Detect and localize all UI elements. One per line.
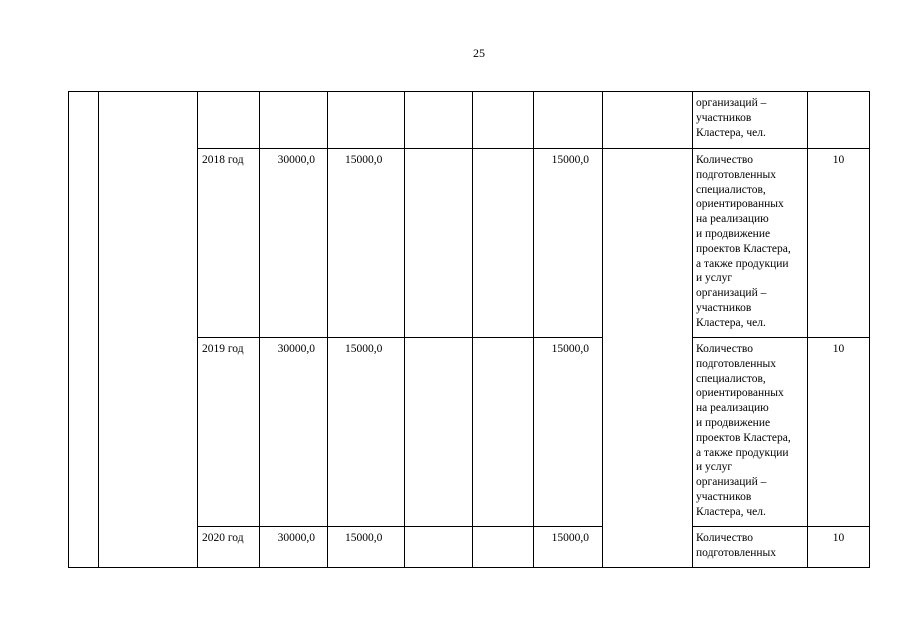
indicator-line: и услуг — [696, 272, 733, 285]
cell-total: 30000,0 — [260, 527, 328, 568]
cell-indicator — [693, 92, 808, 149]
indicator-line: ориентированных — [696, 387, 784, 400]
cell-col5: 15000,0 — [534, 527, 603, 568]
indicator-line: проектов Кластера, — [696, 242, 791, 255]
table-row — [69, 92, 870, 149]
cell-col2: 15000,0 — [328, 149, 405, 338]
indicator-line: подготовленных — [696, 168, 776, 181]
cell-total: 30000,0 — [260, 149, 328, 338]
cell-activity — [99, 92, 198, 568]
cell-number — [69, 92, 99, 568]
indicator-line: и продвижение — [696, 227, 771, 240]
indicator-line: Кластера, чел. — [696, 126, 766, 139]
indicator-line: участников — [696, 111, 752, 124]
cell-executor — [603, 149, 693, 568]
cell-col4 — [473, 527, 534, 568]
indicator-line: на реализацию — [696, 402, 769, 415]
cell-col3 — [405, 149, 473, 338]
cell-col4 — [473, 149, 534, 338]
cell-year: 2020 год — [198, 527, 260, 568]
indicator-line: ориентированных — [696, 198, 784, 211]
cell-total — [260, 92, 328, 149]
cell-col3 — [405, 338, 473, 527]
cell-col3 — [405, 527, 473, 568]
indicator-line: Кластера, чел. — [696, 316, 766, 329]
indicator-line: организаций – — [696, 287, 767, 300]
cell-col4 — [473, 338, 534, 527]
indicator-line: Кластера, чел. — [696, 505, 766, 518]
cell-value: 10 — [808, 338, 870, 527]
indicator-line: и услуг — [696, 461, 733, 474]
cell-indicator — [693, 527, 808, 568]
indicator-line: Количество — [696, 154, 753, 166]
cell-indicator — [693, 149, 808, 338]
cell-total: 30000,0 — [260, 338, 328, 527]
cell-col5: 15000,0 — [534, 149, 603, 338]
indicator-line: участников — [696, 301, 752, 314]
indicator-line: подготовленных — [696, 357, 776, 370]
indicator-line: Количество — [696, 532, 753, 544]
cell-col2: 15000,0 — [328, 527, 405, 568]
indicator-line: проектов Кластера, — [696, 431, 791, 444]
page-number: 25 — [473, 46, 485, 60]
cell-col4 — [473, 92, 534, 149]
cell-executor — [603, 92, 693, 149]
cell-value — [808, 92, 870, 149]
indicator-line: специалистов, — [696, 183, 766, 196]
cell-col2 — [328, 92, 405, 149]
cell-col5: 15000,0 — [534, 338, 603, 527]
indicator-line: организаций – — [696, 97, 767, 109]
indicator-line: а также продукции — [696, 257, 789, 270]
indicator-line: а также продукции — [696, 446, 789, 459]
cell-value: 10 — [808, 527, 870, 568]
indicator-line: участников — [696, 490, 752, 503]
cell-year — [198, 92, 260, 149]
cell-col5 — [534, 92, 603, 149]
indicator-line: Количество — [696, 343, 753, 355]
cell-year: 2019 год — [198, 338, 260, 527]
cell-col2: 15000,0 — [328, 338, 405, 527]
cell-year: 2018 год — [198, 149, 260, 338]
cell-col3 — [405, 92, 473, 149]
indicator-line: и продвижение — [696, 416, 771, 429]
cell-value: 10 — [808, 149, 870, 338]
indicator-line: организаций – — [696, 476, 767, 489]
data-table — [68, 91, 870, 568]
indicator-line: специалистов, — [696, 372, 766, 385]
indicator-line: подготовленных — [696, 546, 776, 559]
cell-indicator — [693, 338, 808, 527]
indicator-line: на реализацию — [696, 213, 769, 226]
